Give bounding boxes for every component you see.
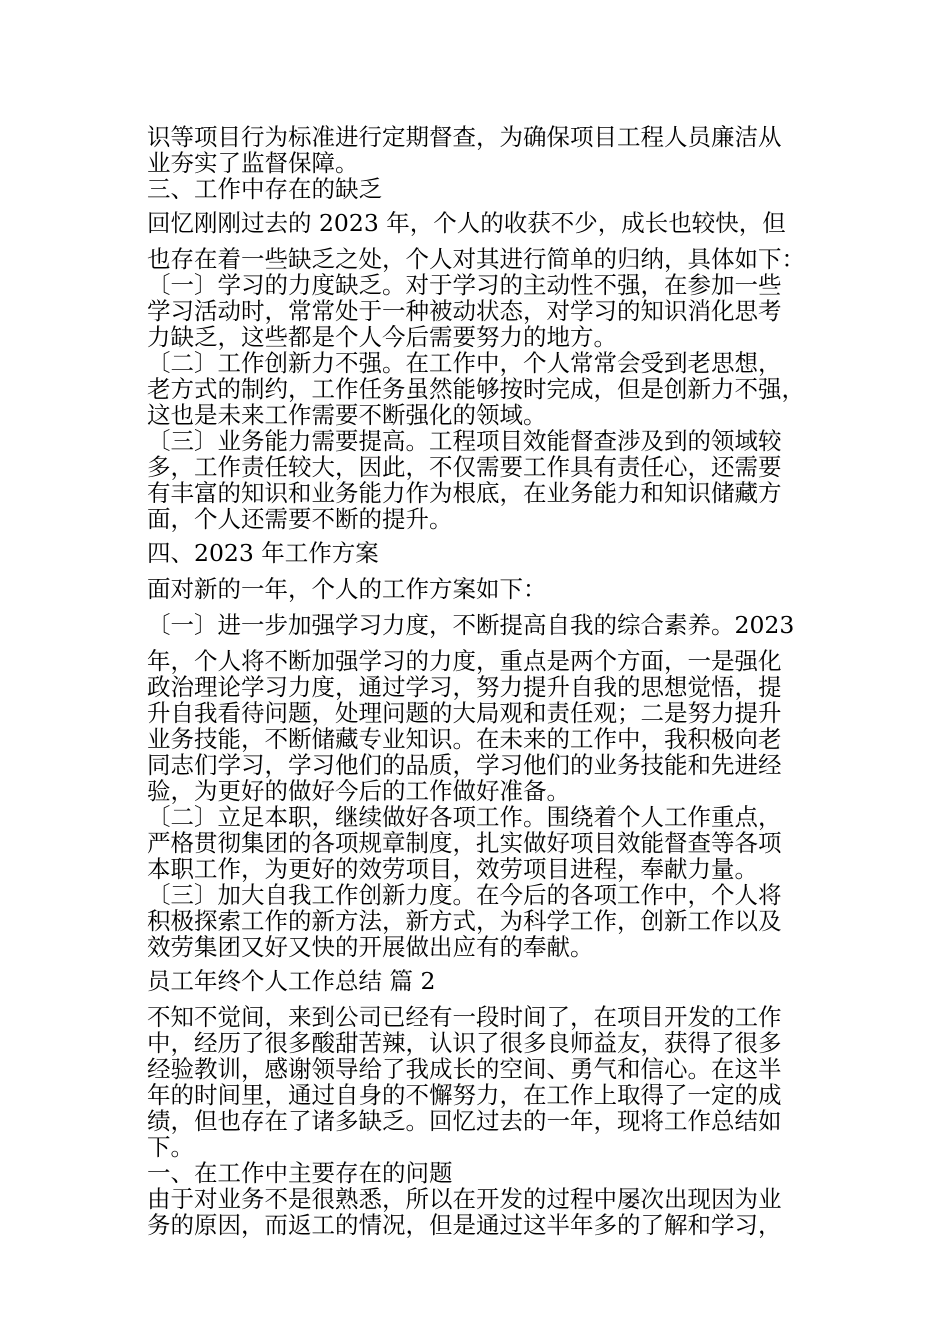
text-line: 回忆刚刚过去的 2023 年，个人的收获不少，成长也较快，但 — [147, 209, 786, 237]
text-line: 有丰富的知识和业务能力作为根底，在业务能力和知识储藏方 — [147, 479, 782, 507]
text-line: 〔三〕业务能力需要提高。工程项目效能督查涉及到的领域较 — [147, 427, 782, 455]
text-line: 绩，但也存在了诸多缺乏。回忆过去的一年，现将工作总结如 — [147, 1107, 782, 1135]
text-line: 年的时间里，通过自身的不懈努力，在工作上取得了一定的成 — [147, 1081, 782, 1109]
text-line: 〔二〕立足本职，继续做好各项工作。围绕着个人工作重点， — [147, 803, 782, 831]
text-line: 这也是未来工作需要不断强化的领域。 — [147, 401, 547, 429]
text-line: 也存在着一些缺乏之处，个人对其进行简单的归纳，具体如下： — [147, 245, 805, 273]
text-line: 中，经历了很多酸甜苦辣，认识了很多良师益友，获得了很多 — [147, 1029, 782, 1057]
text-line: 面，个人还需要不断的提升。 — [147, 505, 453, 533]
text-line: 务的原因，而返工的情况，但是通过这半年多的了解和学习， — [147, 1211, 782, 1239]
text-line: 〔一〕学习的力度缺乏。对于学习的主动性不强，在参加一些 — [147, 271, 782, 299]
text-line: 多，工作责任较大，因此，不仅需要工作具有责任心，还需要 — [147, 453, 782, 481]
text-line: 〔二〕工作创新力不强。在工作中，个人常常会受到老思想， — [147, 349, 782, 377]
text-line: 本职工作，为更好的效劳项目，效劳项目进程，奉献力量。 — [147, 855, 758, 883]
section-heading: 四、2023 年工作方案 — [147, 539, 379, 567]
text-line: 效劳集团又好又快的开展做出应有的奉献。 — [147, 933, 594, 961]
text-line: 不知不觉间，来到公司已经有一段时间了，在项目开发的工作 — [147, 1003, 782, 1031]
text-line: 年，个人将不断加强学习的力度，重点是两个方面，一是强化 — [147, 647, 782, 675]
text-line: 政治理论学习力度，通过学习，努力提升自我的思想觉悟，提 — [147, 673, 782, 701]
text-line: 〔三〕加大自我工作创新力度。在今后的各项工作中，个人将 — [147, 881, 782, 909]
text-line: 学习活动时，常常处于一种被动状态，对学习的知识消化思考 — [147, 297, 782, 325]
text-line: 业夯实了监督保障。 — [147, 149, 359, 177]
text-line: 积极探索工作的新方法，新方式，为科学工作，创新工作以及 — [147, 907, 782, 935]
section-heading: 一、在工作中主要存在的问题 — [147, 1159, 453, 1187]
text-line: 严格贯彻集团的各项规章制度，扎实做好项目效能督查等各项 — [147, 829, 782, 857]
text-line: 同志们学习，学习他们的品质，学习他们的业务技能和先进经 — [147, 751, 782, 779]
text-line: 〔一〕进一步加强学习力度，不断提高自我的综合素养。2023 — [147, 611, 795, 639]
text-line: 经验教训，感谢领导给了我成长的空间、勇气和信心。在这半 — [147, 1055, 782, 1083]
text-line: 升自我看待问题，处理问题的大局观和责任观；二是努力提升 — [147, 699, 782, 727]
text-line: 老方式的制约，工作任务虽然能够按时完成，但是创新力不强， — [147, 375, 805, 403]
text-line: 力缺乏，这些都是个人今后需要努力的地方。 — [147, 323, 617, 351]
text-line: 识等项目行为标准进行定期督查，为确保项目工程人员廉洁从 — [147, 123, 782, 151]
article-title: 员工年终个人工作总结 篇 2 — [147, 967, 436, 995]
text-line: 面对新的一年，个人的工作方案如下： — [147, 575, 547, 603]
text-line: 下。 — [147, 1133, 194, 1161]
text-line: 业务技能，不断储藏专业知识。在未来的工作中，我积极向老 — [147, 725, 782, 753]
text-line: 由于对业务不是很熟悉，所以在开发的过程中屡次出现因为业 — [147, 1185, 782, 1213]
text-line: 验，为更好的做好今后的工作做好准备。 — [147, 777, 570, 805]
section-heading: 三、工作中存在的缺乏 — [147, 175, 382, 203]
